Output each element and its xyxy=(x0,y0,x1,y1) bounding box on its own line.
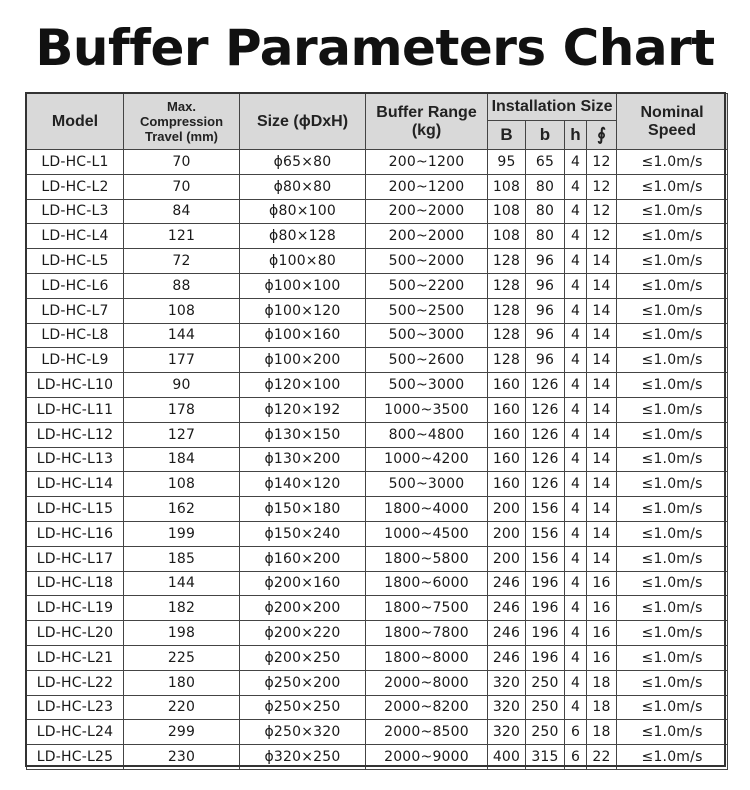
table-row xyxy=(27,695,728,720)
travel-cell: 90 xyxy=(124,373,240,398)
range-cell: 1000~4500 xyxy=(366,521,488,546)
travel-cell: 70 xyxy=(124,174,240,199)
install-phi-cell: 14 xyxy=(587,249,617,274)
size-cell: ϕ100×100 xyxy=(240,273,366,298)
range-cell: 1800~7500 xyxy=(366,596,488,621)
install-phi-cell: 14 xyxy=(587,298,617,323)
model-cell: LD-HC-L20 xyxy=(27,621,124,646)
range-cell: 500~2000 xyxy=(366,249,488,274)
install-b-cell: 80 xyxy=(526,199,565,224)
speed-cell: ≤1.0m/s xyxy=(617,497,728,522)
install-h-cell: 4 xyxy=(565,472,587,497)
speed-cell: ≤1.0m/s xyxy=(617,224,728,249)
travel-cell: 162 xyxy=(124,497,240,522)
install-phi-cell: 18 xyxy=(587,670,617,695)
table-row xyxy=(27,546,728,571)
travel-cell: 178 xyxy=(124,397,240,422)
install-h-cell: 6 xyxy=(565,720,587,745)
range-cell: 800~4800 xyxy=(366,422,488,447)
speed-cell: ≤1.0m/s xyxy=(617,472,728,497)
range-cell: 200~2000 xyxy=(366,199,488,224)
install-phi-cell: 14 xyxy=(587,447,617,472)
install-B-cell: 108 xyxy=(488,224,526,249)
install-h-cell: 4 xyxy=(565,323,587,348)
travel-cell: 127 xyxy=(124,422,240,447)
model-cell: LD-HC-L8 xyxy=(27,323,124,348)
install-phi-cell: 18 xyxy=(587,695,617,720)
install-B-cell: 160 xyxy=(488,397,526,422)
travel-cell: 220 xyxy=(124,695,240,720)
speed-cell: ≤1.0m/s xyxy=(617,348,728,373)
table-row xyxy=(27,621,728,646)
size-cell: ϕ65×80 xyxy=(240,150,366,175)
size-cell: ϕ150×240 xyxy=(240,521,366,546)
speed-cell: ≤1.0m/s xyxy=(617,150,728,175)
install-b-cell: 156 xyxy=(526,521,565,546)
table-row xyxy=(27,224,728,249)
install-b-cell: 196 xyxy=(526,596,565,621)
install-B-cell: 128 xyxy=(488,249,526,274)
install-phi-cell: 12 xyxy=(587,224,617,249)
install-h-cell: 4 xyxy=(565,521,587,546)
travel-cell: 108 xyxy=(124,472,240,497)
install-b-cell: 196 xyxy=(526,645,565,670)
install-h-cell: 4 xyxy=(565,224,587,249)
install-B-cell: 246 xyxy=(488,645,526,670)
install-h-cell: 4 xyxy=(565,621,587,646)
install-phi-cell: 14 xyxy=(587,521,617,546)
travel-cell: 184 xyxy=(124,447,240,472)
header-install-phi: ∮ xyxy=(587,121,617,150)
table-row xyxy=(27,273,728,298)
install-phi-cell: 14 xyxy=(587,422,617,447)
install-phi-cell: 16 xyxy=(587,645,617,670)
install-b-cell: 96 xyxy=(526,348,565,373)
install-phi-cell: 12 xyxy=(587,150,617,175)
speed-cell: ≤1.0m/s xyxy=(617,397,728,422)
install-h-cell: 4 xyxy=(565,447,587,472)
install-phi-cell: 12 xyxy=(587,174,617,199)
model-cell: LD-HC-L10 xyxy=(27,373,124,398)
size-cell: ϕ100×120 xyxy=(240,298,366,323)
travel-cell: 182 xyxy=(124,596,240,621)
speed-cell: ≤1.0m/s xyxy=(617,249,728,274)
install-b-cell: 156 xyxy=(526,546,565,571)
install-h-cell: 4 xyxy=(565,298,587,323)
range-cell: 500~3000 xyxy=(366,373,488,398)
speed-cell: ≤1.0m/s xyxy=(617,596,728,621)
travel-cell: 299 xyxy=(124,720,240,745)
speed-cell: ≤1.0m/s xyxy=(617,645,728,670)
table-row xyxy=(27,199,728,224)
size-cell: ϕ200×160 xyxy=(240,571,366,596)
table-row xyxy=(27,373,728,398)
install-b-cell: 96 xyxy=(526,298,565,323)
install-phi-cell: 14 xyxy=(587,472,617,497)
range-cell: 1800~7800 xyxy=(366,621,488,646)
range-cell: 1000~4200 xyxy=(366,447,488,472)
install-h-cell: 4 xyxy=(565,397,587,422)
install-b-cell: 250 xyxy=(526,695,565,720)
model-cell: LD-HC-L5 xyxy=(27,249,124,274)
speed-cell: ≤1.0m/s xyxy=(617,670,728,695)
range-cell: 1800~5800 xyxy=(366,546,488,571)
speed-cell: ≤1.0m/s xyxy=(617,621,728,646)
header-install-b: b xyxy=(526,121,565,150)
speed-cell: ≤1.0m/s xyxy=(617,720,728,745)
travel-cell: 70 xyxy=(124,150,240,175)
model-cell: LD-HC-L21 xyxy=(27,645,124,670)
model-cell: LD-HC-L16 xyxy=(27,521,124,546)
install-h-cell: 4 xyxy=(565,497,587,522)
travel-cell: 144 xyxy=(124,323,240,348)
size-cell: ϕ320×250 xyxy=(240,745,366,770)
range-cell: 2000~8200 xyxy=(366,695,488,720)
model-cell: LD-HC-L13 xyxy=(27,447,124,472)
size-cell: ϕ100×80 xyxy=(240,249,366,274)
install-phi-cell: 14 xyxy=(587,373,617,398)
speed-cell: ≤1.0m/s xyxy=(617,174,728,199)
table-row xyxy=(27,447,728,472)
install-h-cell: 4 xyxy=(565,249,587,274)
range-cell: 500~2500 xyxy=(366,298,488,323)
speed-cell: ≤1.0m/s xyxy=(617,273,728,298)
model-cell: LD-HC-L1 xyxy=(27,150,124,175)
range-cell: 200~1200 xyxy=(366,174,488,199)
header-installation-size: Installation Size xyxy=(488,94,617,121)
install-b-cell: 96 xyxy=(526,323,565,348)
travel-cell: 198 xyxy=(124,621,240,646)
install-b-cell: 156 xyxy=(526,497,565,522)
travel-cell: 177 xyxy=(124,348,240,373)
install-b-cell: 250 xyxy=(526,670,565,695)
range-cell: 500~3000 xyxy=(366,472,488,497)
model-cell: LD-HC-L6 xyxy=(27,273,124,298)
size-cell: ϕ250×250 xyxy=(240,695,366,720)
range-cell: 500~3000 xyxy=(366,323,488,348)
install-b-cell: 80 xyxy=(526,224,565,249)
speed-cell: ≤1.0m/s xyxy=(617,323,728,348)
table-header xyxy=(27,94,728,150)
install-B-cell: 200 xyxy=(488,521,526,546)
install-phi-cell: 14 xyxy=(587,273,617,298)
install-B-cell: 128 xyxy=(488,273,526,298)
model-cell: LD-HC-L9 xyxy=(27,348,124,373)
install-h-cell: 4 xyxy=(565,571,587,596)
speed-cell: ≤1.0m/s xyxy=(617,298,728,323)
install-B-cell: 320 xyxy=(488,695,526,720)
table-row xyxy=(27,323,728,348)
install-B-cell: 160 xyxy=(488,422,526,447)
install-b-cell: 196 xyxy=(526,571,565,596)
range-cell: 1800~6000 xyxy=(366,571,488,596)
travel-cell: 144 xyxy=(124,571,240,596)
size-cell: ϕ200×200 xyxy=(240,596,366,621)
install-b-cell: 126 xyxy=(526,472,565,497)
model-cell: LD-HC-L23 xyxy=(27,695,124,720)
install-phi-cell: 22 xyxy=(587,745,617,770)
install-B-cell: 108 xyxy=(488,199,526,224)
install-B-cell: 246 xyxy=(488,621,526,646)
table-row xyxy=(27,150,728,175)
table-row xyxy=(27,645,728,670)
model-cell: LD-HC-L14 xyxy=(27,472,124,497)
header-buffer-range: Buffer Range (kg) xyxy=(366,94,488,150)
table-row xyxy=(27,521,728,546)
model-cell: LD-HC-L2 xyxy=(27,174,124,199)
size-cell: ϕ100×160 xyxy=(240,323,366,348)
install-h-cell: 4 xyxy=(565,150,587,175)
model-cell: LD-HC-L24 xyxy=(27,720,124,745)
model-cell: LD-HC-L25 xyxy=(27,745,124,770)
size-cell: ϕ150×180 xyxy=(240,497,366,522)
travel-cell: 225 xyxy=(124,645,240,670)
range-cell: 500~2600 xyxy=(366,348,488,373)
size-cell: ϕ250×320 xyxy=(240,720,366,745)
table-row xyxy=(27,745,728,770)
range-cell: 1000~3500 xyxy=(366,397,488,422)
model-cell: LD-HC-L19 xyxy=(27,596,124,621)
travel-cell: 121 xyxy=(124,224,240,249)
speed-cell: ≤1.0m/s xyxy=(617,745,728,770)
travel-cell: 185 xyxy=(124,546,240,571)
model-cell: LD-HC-L3 xyxy=(27,199,124,224)
install-phi-cell: 12 xyxy=(587,199,617,224)
header-max-compression-travel: Max. Compression Travel (mm) xyxy=(124,94,240,150)
table-row xyxy=(27,298,728,323)
travel-cell: 108 xyxy=(124,298,240,323)
install-h-cell: 4 xyxy=(565,596,587,621)
header-install-B: B xyxy=(488,121,526,150)
page-title: Buffer Parameters Chart xyxy=(35,19,715,77)
install-h-cell: 4 xyxy=(565,273,587,298)
install-h-cell: 6 xyxy=(565,745,587,770)
install-B-cell: 108 xyxy=(488,174,526,199)
install-h-cell: 4 xyxy=(565,695,587,720)
range-cell: 1800~4000 xyxy=(366,497,488,522)
speed-cell: ≤1.0m/s xyxy=(617,373,728,398)
speed-cell: ≤1.0m/s xyxy=(617,199,728,224)
install-b-cell: 126 xyxy=(526,397,565,422)
size-cell: ϕ130×200 xyxy=(240,447,366,472)
install-b-cell: 196 xyxy=(526,621,565,646)
model-cell: LD-HC-L7 xyxy=(27,298,124,323)
install-phi-cell: 14 xyxy=(587,348,617,373)
install-B-cell: 160 xyxy=(488,472,526,497)
install-B-cell: 400 xyxy=(488,745,526,770)
install-phi-cell: 14 xyxy=(587,497,617,522)
install-B-cell: 128 xyxy=(488,323,526,348)
table-row xyxy=(27,397,728,422)
install-h-cell: 4 xyxy=(565,373,587,398)
install-h-cell: 4 xyxy=(565,348,587,373)
install-b-cell: 126 xyxy=(526,422,565,447)
size-cell: ϕ160×200 xyxy=(240,546,366,571)
install-b-cell: 65 xyxy=(526,150,565,175)
size-cell: ϕ200×220 xyxy=(240,621,366,646)
model-cell: LD-HC-L18 xyxy=(27,571,124,596)
speed-cell: ≤1.0m/s xyxy=(617,571,728,596)
size-cell: ϕ200×250 xyxy=(240,645,366,670)
model-cell: LD-HC-L12 xyxy=(27,422,124,447)
speed-cell: ≤1.0m/s xyxy=(617,521,728,546)
range-cell: 2000~8500 xyxy=(366,720,488,745)
install-phi-cell: 14 xyxy=(587,397,617,422)
size-cell: ϕ80×128 xyxy=(240,224,366,249)
speed-cell: ≤1.0m/s xyxy=(617,422,728,447)
header-size: Size (ϕDxH) xyxy=(240,94,366,150)
travel-cell: 180 xyxy=(124,670,240,695)
install-phi-cell: 16 xyxy=(587,596,617,621)
install-B-cell: 246 xyxy=(488,571,526,596)
table-row xyxy=(27,249,728,274)
table-row xyxy=(27,596,728,621)
parameters-table xyxy=(26,93,728,770)
install-B-cell: 160 xyxy=(488,447,526,472)
install-B-cell: 320 xyxy=(488,670,526,695)
install-h-cell: 4 xyxy=(565,199,587,224)
install-B-cell: 200 xyxy=(488,546,526,571)
install-h-cell: 4 xyxy=(565,546,587,571)
model-cell: LD-HC-L15 xyxy=(27,497,124,522)
travel-cell: 88 xyxy=(124,273,240,298)
table-row xyxy=(27,174,728,199)
table-row xyxy=(27,670,728,695)
install-b-cell: 250 xyxy=(526,720,565,745)
range-cell: 2000~9000 xyxy=(366,745,488,770)
install-phi-cell: 16 xyxy=(587,621,617,646)
install-h-cell: 4 xyxy=(565,670,587,695)
table-row xyxy=(27,348,728,373)
speed-cell: ≤1.0m/s xyxy=(617,546,728,571)
install-h-cell: 4 xyxy=(565,422,587,447)
speed-cell: ≤1.0m/s xyxy=(617,447,728,472)
header-install-h: h xyxy=(565,121,587,150)
header-nominal-speed: Nominal Speed xyxy=(617,94,728,150)
install-B-cell: 128 xyxy=(488,298,526,323)
model-cell: LD-HC-L11 xyxy=(27,397,124,422)
install-b-cell: 96 xyxy=(526,273,565,298)
range-cell: 1800~8000 xyxy=(366,645,488,670)
model-cell: LD-HC-L17 xyxy=(27,546,124,571)
install-b-cell: 315 xyxy=(526,745,565,770)
travel-cell: 72 xyxy=(124,249,240,274)
size-cell: ϕ120×192 xyxy=(240,397,366,422)
size-cell: ϕ80×100 xyxy=(240,199,366,224)
travel-cell: 230 xyxy=(124,745,240,770)
install-phi-cell: 16 xyxy=(587,571,617,596)
size-cell: ϕ80×80 xyxy=(240,174,366,199)
speed-cell: ≤1.0m/s xyxy=(617,695,728,720)
install-b-cell: 126 xyxy=(526,373,565,398)
table-row xyxy=(27,720,728,745)
header-model: Model xyxy=(27,94,124,150)
size-cell: ϕ250×200 xyxy=(240,670,366,695)
install-phi-cell: 18 xyxy=(587,720,617,745)
install-B-cell: 246 xyxy=(488,596,526,621)
install-B-cell: 200 xyxy=(488,497,526,522)
table-row xyxy=(27,422,728,447)
model-cell: LD-HC-L22 xyxy=(27,670,124,695)
travel-cell: 84 xyxy=(124,199,240,224)
install-B-cell: 128 xyxy=(488,348,526,373)
size-cell: ϕ130×150 xyxy=(240,422,366,447)
table-row xyxy=(27,497,728,522)
install-phi-cell: 14 xyxy=(587,323,617,348)
install-b-cell: 96 xyxy=(526,249,565,274)
install-B-cell: 320 xyxy=(488,720,526,745)
range-cell: 500~2200 xyxy=(366,273,488,298)
install-b-cell: 80 xyxy=(526,174,565,199)
range-cell: 200~2000 xyxy=(366,224,488,249)
size-cell: ϕ100×200 xyxy=(240,348,366,373)
install-B-cell: 95 xyxy=(488,150,526,175)
install-h-cell: 4 xyxy=(565,645,587,670)
range-cell: 200~1200 xyxy=(366,150,488,175)
size-cell: ϕ140×120 xyxy=(240,472,366,497)
travel-cell: 199 xyxy=(124,521,240,546)
table-row xyxy=(27,472,728,497)
install-phi-cell: 14 xyxy=(587,546,617,571)
install-h-cell: 4 xyxy=(565,174,587,199)
range-cell: 2000~8000 xyxy=(366,670,488,695)
table-row xyxy=(27,571,728,596)
table-body xyxy=(27,150,728,770)
model-cell: LD-HC-L4 xyxy=(27,224,124,249)
install-b-cell: 126 xyxy=(526,447,565,472)
install-B-cell: 160 xyxy=(488,373,526,398)
size-cell: ϕ120×100 xyxy=(240,373,366,398)
